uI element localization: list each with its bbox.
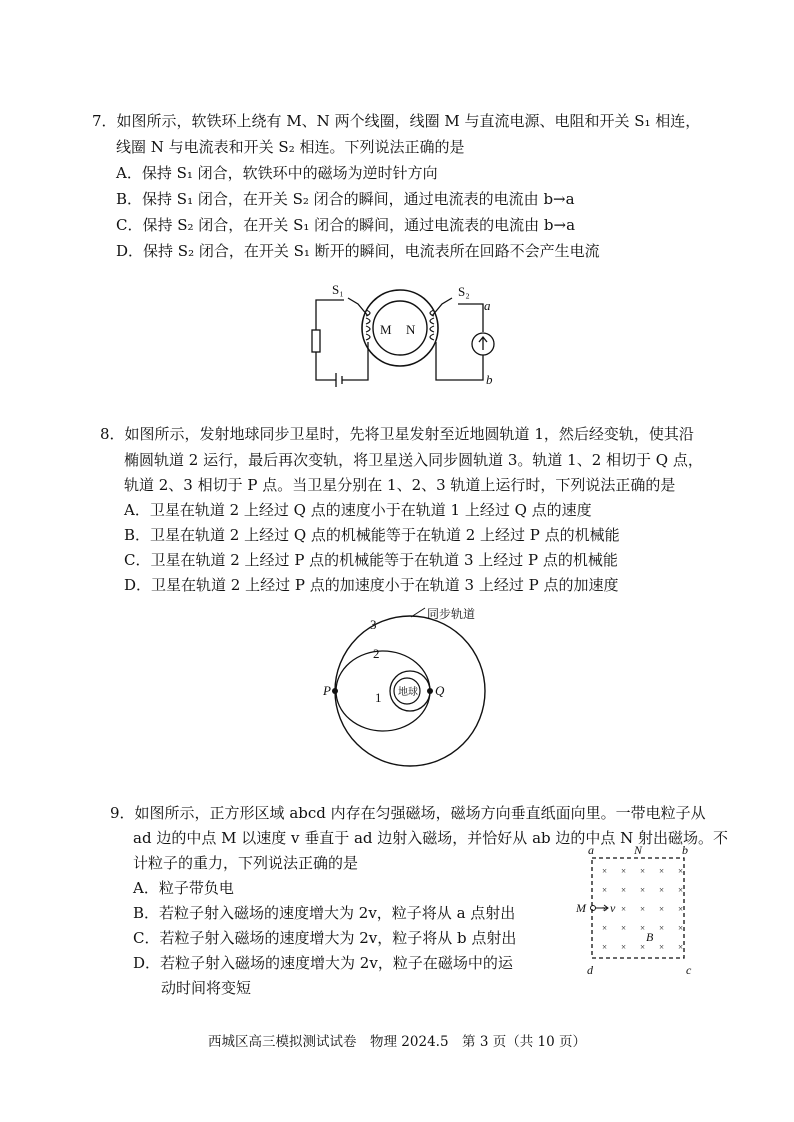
q8-option-a: A．卫星在轨道 2 上经过 Q 点的速度小于在轨道 1 上经过 Q 点的速度 [124,501,592,519]
q8-fig-label-3: 3 [370,617,377,632]
q9-fig-label-c: c [686,963,692,977]
field-cross-mark: × [602,885,608,895]
field-cross-mark: × [640,923,646,933]
field-cross-mark: × [621,904,627,914]
q7-fig-label-b: b [486,372,493,387]
q9-stem-line2: ad 边的中点 M 以速度 v 垂直于 ad 边射入磁场，并恰好从 ab 边的中点 N 射出磁场。不 [133,829,729,847]
q9-fig-label-v: v [610,901,616,915]
field-cross-mark: × [602,866,608,876]
field-cross-mark: × [621,942,627,952]
q8-orbit-diagram [315,605,505,775]
field-cross-mark: × [678,885,684,895]
field-cross-mark: × [640,866,646,876]
q8-fig-label-q: Q [435,683,445,698]
field-cross-mark: × [640,904,646,914]
q9-magnetic-field-diagram [570,840,700,982]
q7-stem-line2: 线圈 N 与电流表和开关 S₂ 相连。下列说法正确的是 [116,138,465,156]
q8-fig-earth-label: 地球 [398,687,418,698]
field-cross-mark: × [602,923,608,933]
q7-option-a: A．保持 S₁ 闭合，软铁环中的磁场为逆时针方向 [116,164,438,182]
q8-stem-line1: 8．如图所示，发射地球同步卫星时，先将卫星发射至近地圆轨道 1，然后经变轨，使其沿 [100,425,694,443]
q8-option-d: D．卫星在轨道 2 上经过 P 点的加速度小于在轨道 3 上经过 P 点的加速度 [124,576,619,594]
q9-option-b: B．若粒子射入磁场的速度增大为 2v，粒子将从 a 点射出 [133,904,516,922]
q7-option-c: C．保持 S₂ 闭合，在开关 S₁ 闭合的瞬间，通过电流表的电流由 b→a [116,216,576,234]
q9-fig-label-field: B [646,930,654,944]
q9-stem-line1: 9．如图所示，正方形区域 abcd 内存在匀强磁场，磁场方向垂直纸面向里。一带电粒子从 [110,804,706,822]
q8-option-b: B．卫星在轨道 2 上经过 Q 点的机械能等于在轨道 2 上经过 P 点的机械能 [124,526,620,544]
q9-fig-label-m: M [576,901,586,915]
field-cross-mark: × [659,942,665,952]
q7-stem-line1: 7．如图所示，软铁环上绕有 M、N 两个线圈，线圈 M 与直流电源、电阻和开关 S₁ 相连， [92,112,701,130]
q8-fig-label-1: 1 [375,690,382,705]
q8-fig-sync-label: 同步轨道 [427,607,476,621]
q8-fig-label-2: 2 [373,646,380,661]
field-cross-mark: × [602,904,608,914]
q7-fig-label-s2: S₂ [458,284,470,299]
q7-fig-label-a: a [484,298,491,313]
q8-stem-line2: 椭圆轨道 2 运行，最后再次变轨，将卫星送入同步圆轨道 3。轨道 1、2 相切于 Q 点， [124,451,703,469]
field-cross-mark: × [659,923,665,933]
page-footer: 西城区高三模拟测试试卷 物理 2024.5 第 3 页（共 10 页） [208,1034,586,1050]
field-cross-mark: × [602,942,608,952]
q7-option-b: B．保持 S₁ 闭合，在开关 S₂ 闭合的瞬间，通过电流表的电流由 b→a [116,190,575,208]
q7-option-d: D．保持 S₂ 闭合，在开关 S₁ 断开的瞬间，电流表所在回路不会产生电流 [116,242,600,260]
q7-fig-label-s1: S₁ [332,282,344,297]
field-cross-mark: × [659,885,665,895]
q8-fig-label-p: P [323,683,331,698]
q9-fig-label-b: b [682,843,688,857]
field-cross-mark: × [621,885,627,895]
q7-fig-label-n: N [406,322,416,337]
field-cross-mark: × [659,866,665,876]
field-cross-mark: × [621,923,627,933]
q9-option-d: D．若粒子射入磁场的速度增大为 2v，粒子在磁场中的运 [133,954,513,972]
field-cross-mark: × [678,942,684,952]
q7-circuit-diagram [300,280,510,390]
field-cross-mark: × [621,866,627,876]
q9-fig-label-a: a [588,843,594,857]
field-cross-mark: × [678,866,684,876]
field-cross-mark: × [678,923,684,933]
q9-fig-label-d: d [587,963,593,977]
q9-stem-line3: 计粒子的重力，下列说法正确的是 [133,854,359,872]
q8-stem-line3: 轨道 2、3 相切于 P 点。当卫星分别在 1、2、3 轨道上运行时，下列说法正确的是 [124,476,676,494]
q9-fig-label-n: N [634,843,643,857]
q9-option-d-continued: 动时间将变短 [161,979,252,997]
q7-fig-label-m: M [380,322,392,337]
q9-option-c: C．若粒子射入磁场的速度增大为 2v，粒子将从 b 点射出 [133,929,517,947]
field-cross-mark: × [640,942,646,952]
q8-option-c: C．卫星在轨道 2 上经过 P 点的机械能等于在轨道 3 上经过 P 点的机械能 [124,551,618,569]
field-cross-mark: × [678,904,684,914]
field-cross-mark: × [640,885,646,895]
q9-option-a: A．粒子带负电 [133,879,234,897]
field-cross-mark: × [659,904,665,914]
